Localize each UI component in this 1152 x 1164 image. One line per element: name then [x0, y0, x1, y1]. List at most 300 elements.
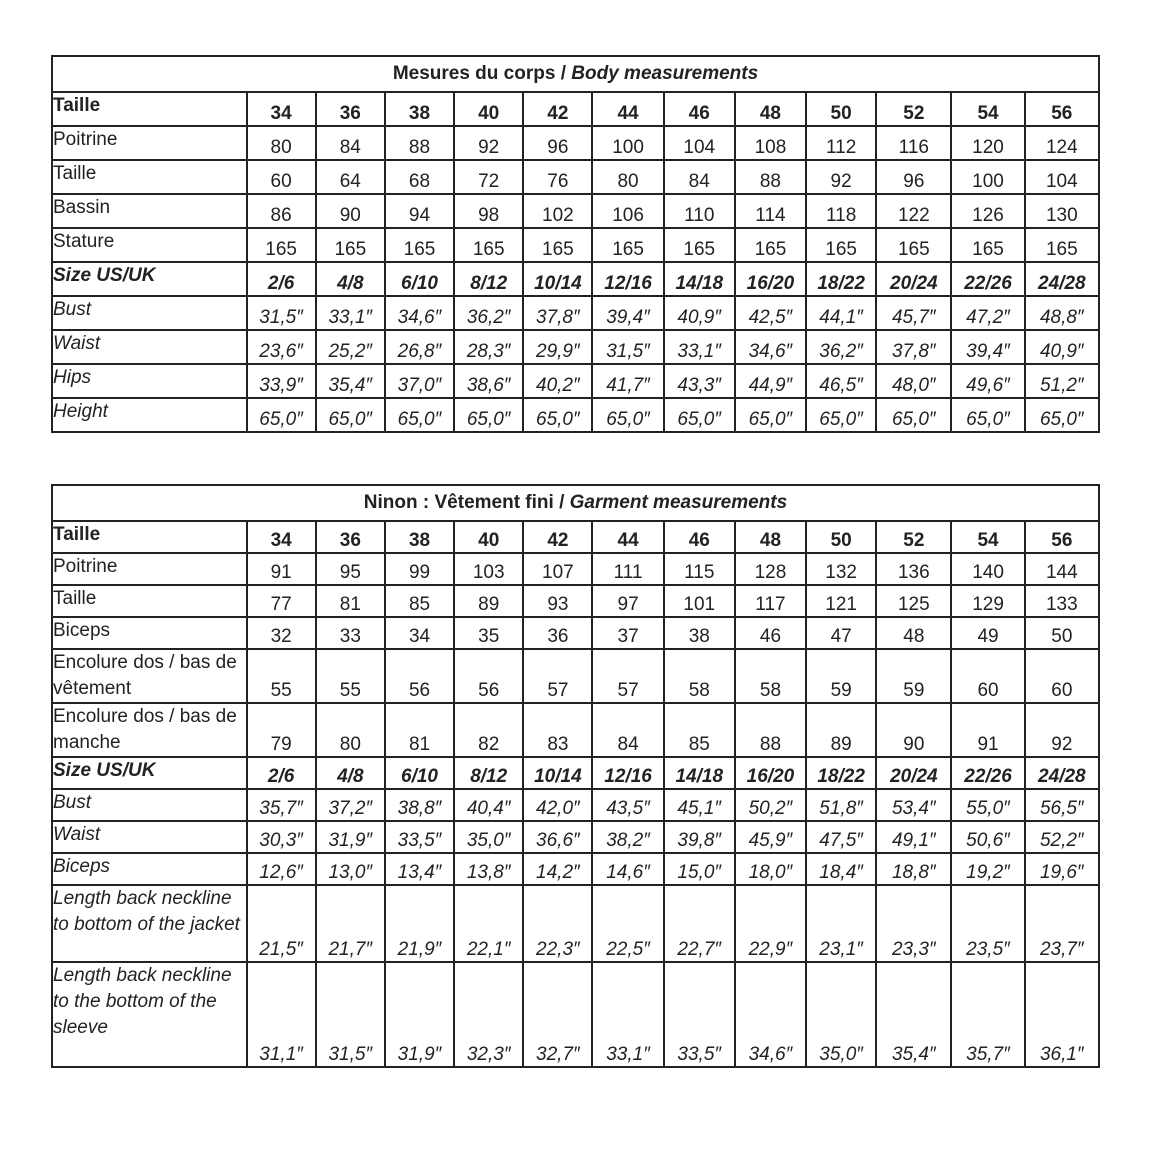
row-label: Bassin [52, 194, 247, 228]
table-cell: 14/18 [664, 757, 735, 789]
table-cell: 60 [951, 649, 1024, 703]
table-cell: 89 [454, 585, 523, 617]
table-cell: 42 [523, 521, 592, 553]
table-cell: 32,3″ [454, 962, 523, 1067]
table-cell: 65,0″ [735, 398, 806, 432]
table-cell: 40,9″ [664, 296, 735, 330]
table-cell: 31,5″ [592, 330, 663, 364]
table-cell: 97 [592, 585, 663, 617]
table-cell: 31,5″ [316, 962, 385, 1067]
table-cell: 31,9″ [316, 821, 385, 853]
table-cell: 83 [523, 703, 592, 757]
table-cell: 59 [876, 649, 951, 703]
table-cell: 14,2″ [523, 853, 592, 885]
table-cell: 56 [1025, 92, 1099, 126]
table-cell: 21,7″ [316, 885, 385, 962]
table-cell: 44 [592, 521, 663, 553]
table-cell: 33,1″ [664, 330, 735, 364]
table-cell: 92 [454, 126, 523, 160]
table-cell: 36,1″ [1025, 962, 1099, 1067]
table-cell: 32,7″ [523, 962, 592, 1067]
table-cell: 56 [454, 649, 523, 703]
row-label: Poitrine [52, 553, 247, 585]
table-title [52, 485, 1099, 521]
table-cell: 25,2″ [316, 330, 385, 364]
table-cell: 33,5″ [385, 821, 454, 853]
table-cell: 76 [523, 160, 592, 194]
row-label: Size US/UK [52, 757, 247, 789]
title-text: Mesures du corps / [392, 63, 572, 84]
table-cell: 60 [247, 160, 316, 194]
table-row [52, 398, 1099, 432]
table-cell: 45,9″ [735, 821, 806, 853]
table-cell: 108 [735, 126, 806, 160]
table-cell: 165 [806, 228, 876, 262]
table-cell: 165 [385, 228, 454, 262]
row-label: Height [52, 398, 247, 432]
table-cell: 26,8″ [385, 330, 454, 364]
table-cell: 15,0″ [664, 853, 735, 885]
table-title [52, 56, 1099, 92]
table-cell: 81 [316, 585, 385, 617]
table-cell: 89 [806, 703, 876, 757]
table-row [52, 92, 1099, 126]
table-cell: 40 [454, 521, 523, 553]
table-cell: 52,2″ [1025, 821, 1099, 853]
table-cell: 94 [385, 194, 454, 228]
table-row [52, 789, 1099, 821]
table-cell: 56 [1025, 521, 1099, 553]
table-cell: 118 [806, 194, 876, 228]
table-cell: 38,2″ [592, 821, 663, 853]
table-cell: 42 [523, 92, 592, 126]
table-cell: 116 [876, 126, 951, 160]
table-cell: 101 [664, 585, 735, 617]
table-cell: 44,1″ [806, 296, 876, 330]
table-row [52, 194, 1099, 228]
table-cell: 38 [664, 617, 735, 649]
row-label: Taille [52, 160, 247, 194]
table-cell: 165 [523, 228, 592, 262]
table-cell: 130 [1025, 194, 1099, 228]
table-cell: 18,4″ [806, 853, 876, 885]
row-label: Biceps [52, 617, 247, 649]
table-cell: 133 [1025, 585, 1099, 617]
table-cell: 8/12 [454, 262, 523, 296]
table-cell: 85 [385, 585, 454, 617]
table-cell: 124 [1025, 126, 1099, 160]
table-cell: 18/22 [806, 757, 876, 789]
table-cell: 56,5″ [1025, 789, 1099, 821]
table-cell: 98 [454, 194, 523, 228]
table-cell: 22,7″ [664, 885, 735, 962]
table-cell: 106 [592, 194, 663, 228]
table-cell: 80 [592, 160, 663, 194]
table-cell: 54 [951, 92, 1024, 126]
table-cell: 37,2″ [316, 789, 385, 821]
table-cell: 20/24 [876, 757, 951, 789]
table-cell: 36 [316, 521, 385, 553]
title-text: Ninon : Vêtement fini / [363, 492, 570, 513]
table-cell: 23,3″ [876, 885, 951, 962]
table-row [52, 364, 1099, 398]
table-cell: 46 [664, 92, 735, 126]
table-cell: 42,0″ [523, 789, 592, 821]
table-cell: 42,5″ [735, 296, 806, 330]
row-label: Stature [52, 228, 247, 262]
table-cell: 35,4″ [876, 962, 951, 1067]
table-cell: 80 [316, 703, 385, 757]
table-cell: 21,9″ [385, 885, 454, 962]
table-cell: 84 [316, 126, 385, 160]
table-cell: 86 [247, 194, 316, 228]
table-cell: 34,6″ [385, 296, 454, 330]
table-cell: 72 [454, 160, 523, 194]
table-cell: 165 [664, 228, 735, 262]
table-cell: 115 [664, 553, 735, 585]
table-cell: 35,7″ [247, 789, 316, 821]
table-row [52, 962, 1099, 1067]
table-cell: 16/20 [735, 757, 806, 789]
table-cell: 165 [735, 228, 806, 262]
table-cell: 65,0″ [951, 398, 1024, 432]
table-cell: 50 [1025, 617, 1099, 649]
row-label: Encolure dos / bas de manche [52, 703, 247, 757]
table-cell: 39,4″ [951, 330, 1024, 364]
row-label: Bust [52, 296, 247, 330]
table-row [52, 821, 1099, 853]
table-cell: 77 [247, 585, 316, 617]
table-cell: 122 [876, 194, 951, 228]
table-cell: 8/12 [454, 757, 523, 789]
table-cell: 35,7″ [951, 962, 1024, 1067]
table-cell: 36,2″ [454, 296, 523, 330]
table-cell: 47,2″ [951, 296, 1024, 330]
table-cell: 84 [592, 703, 663, 757]
table-cell: 19,2″ [951, 853, 1024, 885]
table-cell: 21,5″ [247, 885, 316, 962]
table-row [52, 160, 1099, 194]
table-cell: 102 [523, 194, 592, 228]
table-cell: 96 [523, 126, 592, 160]
table-cell: 37 [592, 617, 663, 649]
table-row [52, 330, 1099, 364]
table-cell: 43,5″ [592, 789, 663, 821]
table-row [52, 296, 1099, 330]
table-cell: 37,0″ [385, 364, 454, 398]
table-cell: 125 [876, 585, 951, 617]
table-row [52, 521, 1099, 553]
table-cell: 92 [1025, 703, 1099, 757]
table-cell: 88 [385, 126, 454, 160]
row-label: Taille [52, 521, 247, 553]
table-cell: 10/14 [523, 262, 592, 296]
table-cell: 35,4″ [316, 364, 385, 398]
table-cell: 132 [806, 553, 876, 585]
table-cell: 140 [951, 553, 1024, 585]
table-cell: 12/16 [592, 757, 663, 789]
table-cell: 88 [735, 703, 806, 757]
table-cell: 4/8 [316, 262, 385, 296]
table-cell: 90 [876, 703, 951, 757]
table-cell: 46 [664, 521, 735, 553]
table-cell: 19,6″ [1025, 853, 1099, 885]
table-cell: 79 [247, 703, 316, 757]
table-cell: 107 [523, 553, 592, 585]
table-cell: 22/26 [951, 757, 1024, 789]
table-cell: 65,0″ [592, 398, 663, 432]
table-cell: 129 [951, 585, 1024, 617]
table-row [52, 885, 1099, 962]
table-cell: 16/20 [735, 262, 806, 296]
row-label: Biceps [52, 853, 247, 885]
table-cell: 55 [247, 649, 316, 703]
table-cell: 117 [735, 585, 806, 617]
table-cell: 34,6″ [735, 962, 806, 1067]
table-cell: 82 [454, 703, 523, 757]
table-row [52, 649, 1099, 703]
table-cell: 165 [951, 228, 1024, 262]
table-cell: 35 [454, 617, 523, 649]
table-cell: 40,9″ [1025, 330, 1099, 364]
table-cell: 10/14 [523, 757, 592, 789]
table-row [52, 262, 1099, 296]
table-cell: 65,0″ [664, 398, 735, 432]
table-row [52, 553, 1099, 585]
table-cell: 18/22 [806, 262, 876, 296]
table-cell: 18,8″ [876, 853, 951, 885]
table-cell: 68 [385, 160, 454, 194]
table-cell: 100 [592, 126, 663, 160]
table-cell: 165 [876, 228, 951, 262]
row-label: Length back neckline to bottom of the jacket [52, 885, 247, 962]
table-cell: 110 [664, 194, 735, 228]
table-cell: 48 [735, 521, 806, 553]
table-cell: 36,6″ [523, 821, 592, 853]
table-row [52, 126, 1099, 160]
table-cell: 104 [1025, 160, 1099, 194]
table-cell: 13,8″ [454, 853, 523, 885]
table-cell: 36,2″ [806, 330, 876, 364]
table-cell: 22,5″ [592, 885, 663, 962]
table-cell: 34 [385, 617, 454, 649]
table-cell: 57 [523, 649, 592, 703]
table-cell: 40 [454, 92, 523, 126]
table-row [52, 585, 1099, 617]
table-cell: 165 [1025, 228, 1099, 262]
table-cell: 12,6″ [247, 853, 316, 885]
table-cell: 93 [523, 585, 592, 617]
table-row [52, 228, 1099, 262]
table-cell: 33,1″ [316, 296, 385, 330]
table-cell: 91 [951, 703, 1024, 757]
table-cell: 48 [735, 92, 806, 126]
table-cell: 4/8 [316, 757, 385, 789]
table-cell: 65,0″ [876, 398, 951, 432]
table-cell: 49,1″ [876, 821, 951, 853]
row-label: Hips [52, 364, 247, 398]
table-cell: 24/28 [1025, 757, 1099, 789]
table-cell: 120 [951, 126, 1024, 160]
table-cell: 38 [385, 521, 454, 553]
table-cell: 47 [806, 617, 876, 649]
table-row [52, 757, 1099, 789]
table-cell: 24/28 [1025, 262, 1099, 296]
table-cell: 88 [735, 160, 806, 194]
table-cell: 54 [951, 521, 1024, 553]
table-cell: 31,1″ [247, 962, 316, 1067]
table-cell: 65,0″ [247, 398, 316, 432]
row-label: Size US/UK [52, 262, 247, 296]
table-cell: 65,0″ [316, 398, 385, 432]
table-cell: 165 [247, 228, 316, 262]
table-cell: 40,4″ [454, 789, 523, 821]
table-cell: 38,8″ [385, 789, 454, 821]
table-cell: 41,7″ [592, 364, 663, 398]
table-cell: 38 [385, 92, 454, 126]
table-cell: 45,1″ [664, 789, 735, 821]
table-cell: 58 [735, 649, 806, 703]
table-cell: 12/16 [592, 262, 663, 296]
table-cell: 36 [523, 617, 592, 649]
table-cell: 57 [592, 649, 663, 703]
table-cell: 2/6 [247, 757, 316, 789]
table-cell: 49 [951, 617, 1024, 649]
table-cell: 37,8″ [523, 296, 592, 330]
table-cell: 59 [806, 649, 876, 703]
table-cell: 39,4″ [592, 296, 663, 330]
table-cell: 53,4″ [876, 789, 951, 821]
table-cell: 45,7″ [876, 296, 951, 330]
table-cell: 51,8″ [806, 789, 876, 821]
table-cell: 38,6″ [454, 364, 523, 398]
table-cell: 22/26 [951, 262, 1024, 296]
table-cell: 23,6″ [247, 330, 316, 364]
table-cell: 55 [316, 649, 385, 703]
table-cell: 165 [454, 228, 523, 262]
table-cell: 44,9″ [735, 364, 806, 398]
row-label: Encolure dos / bas de vêtement [52, 649, 247, 703]
row-label: Waist [52, 330, 247, 364]
table-cell: 91 [247, 553, 316, 585]
table-cell: 34,6″ [735, 330, 806, 364]
table-cell: 33,5″ [664, 962, 735, 1067]
table-cell: 20/24 [876, 262, 951, 296]
table-cell: 44 [592, 92, 663, 126]
table-cell: 40,2″ [523, 364, 592, 398]
table-cell: 65,0″ [385, 398, 454, 432]
row-label: Poitrine [52, 126, 247, 160]
table-cell: 6/10 [385, 262, 454, 296]
table-cell: 51,2″ [1025, 364, 1099, 398]
table-cell: 35,0″ [806, 962, 876, 1067]
body-measurements-table [51, 55, 1100, 433]
table-cell: 48,8″ [1025, 296, 1099, 330]
table-cell: 50,2″ [735, 789, 806, 821]
table-cell: 43,3″ [664, 364, 735, 398]
table-cell: 100 [951, 160, 1024, 194]
table-cell: 13,4″ [385, 853, 454, 885]
table-cell: 28,3″ [454, 330, 523, 364]
table-cell: 58 [664, 649, 735, 703]
table-cell: 128 [735, 553, 806, 585]
table-cell: 30,3″ [247, 821, 316, 853]
row-label: Taille [52, 92, 247, 126]
table-cell: 36 [316, 92, 385, 126]
table-cell: 165 [592, 228, 663, 262]
table-cell: 22,9″ [735, 885, 806, 962]
table-cell: 114 [735, 194, 806, 228]
table-cell: 65,0″ [806, 398, 876, 432]
table-cell: 104 [664, 126, 735, 160]
table-cell: 23,7″ [1025, 885, 1099, 962]
table-cell: 49,6″ [951, 364, 1024, 398]
row-label: Taille [52, 585, 247, 617]
table-cell: 92 [806, 160, 876, 194]
table-cell: 85 [664, 703, 735, 757]
table-cell: 90 [316, 194, 385, 228]
table-cell: 84 [664, 160, 735, 194]
table-cell: 50 [806, 92, 876, 126]
table-cell: 39,8″ [664, 821, 735, 853]
table-cell: 56 [385, 649, 454, 703]
table-cell: 31,9″ [385, 962, 454, 1067]
table-row [52, 617, 1099, 649]
title-italic-text: Garment measurements [569, 492, 788, 513]
table-cell: 64 [316, 160, 385, 194]
table-cell: 52 [876, 92, 951, 126]
table-cell: 136 [876, 553, 951, 585]
table-cell: 96 [876, 160, 951, 194]
table-cell: 47,5″ [806, 821, 876, 853]
table-cell: 50 [806, 521, 876, 553]
table-cell: 18,0″ [735, 853, 806, 885]
table-cell: 65,0″ [454, 398, 523, 432]
table-cell: 103 [454, 553, 523, 585]
table-cell: 22,1″ [454, 885, 523, 962]
table-cell: 46,5″ [806, 364, 876, 398]
table-cell: 50,6″ [951, 821, 1024, 853]
row-label: Length back neckline to the bottom of the sleeve [52, 962, 247, 1067]
table-row [52, 853, 1099, 885]
table-cell: 29,9″ [523, 330, 592, 364]
garment-measurements-table [51, 484, 1100, 1068]
title-italic-text: Body measurements [571, 63, 759, 84]
table-cell: 112 [806, 126, 876, 160]
table-cell: 48 [876, 617, 951, 649]
table-cell: 46 [735, 617, 806, 649]
table-cell: 80 [247, 126, 316, 160]
table-cell: 14/18 [664, 262, 735, 296]
table-cell: 33,1″ [592, 962, 663, 1067]
table-cell: 65,0″ [523, 398, 592, 432]
table-cell: 121 [806, 585, 876, 617]
table-cell: 2/6 [247, 262, 316, 296]
table-cell: 111 [592, 553, 663, 585]
table-cell: 34 [247, 521, 316, 553]
table-cell: 48,0″ [876, 364, 951, 398]
table-cell: 6/10 [385, 757, 454, 789]
table-cell: 55,0″ [951, 789, 1024, 821]
table-cell: 23,1″ [806, 885, 876, 962]
table-cell: 95 [316, 553, 385, 585]
table-cell: 144 [1025, 553, 1099, 585]
table-cell: 37,8″ [876, 330, 951, 364]
table-cell: 33,9″ [247, 364, 316, 398]
row-label: Waist [52, 821, 247, 853]
table-cell: 14,6″ [592, 853, 663, 885]
row-label: Bust [52, 789, 247, 821]
